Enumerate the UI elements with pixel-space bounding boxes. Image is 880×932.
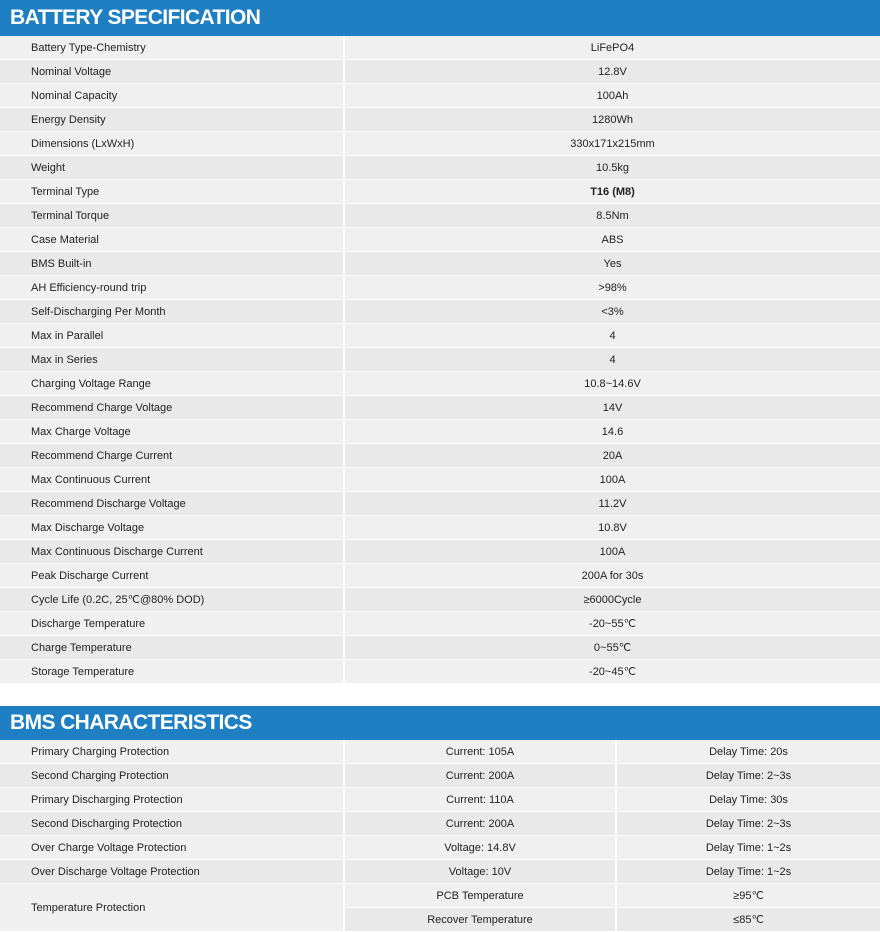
spec-label-terminal-type: Terminal Type — [0, 180, 345, 204]
bms-label-second-charging: Second Charging Protection — [0, 764, 345, 788]
spec-value-recommend-discharge-voltage: 11.2V — [345, 492, 880, 516]
table-row — [0, 860, 880, 884]
table-row — [0, 492, 880, 516]
bms-delay-primary-charging: Delay Time: 20s — [617, 740, 880, 764]
table-row — [0, 300, 880, 324]
bms-pcb-temperature-label: PCB Temperature — [345, 884, 617, 908]
spec-label-discharge-temperature: Discharge Temperature — [0, 612, 345, 636]
table-row — [0, 764, 880, 788]
spec-value-ah-efficiency: >98% — [345, 276, 880, 300]
bms-value-over-discharge-voltage: Voltage: 10V — [345, 860, 617, 884]
bms-label-primary-discharging: Primary Discharging Protection — [0, 788, 345, 812]
table-row — [0, 564, 880, 588]
table-row — [0, 636, 880, 660]
battery-specification-header — [0, 0, 880, 36]
table-row — [0, 812, 880, 836]
section-gap — [0, 684, 880, 706]
spec-value-peak-discharge-current: 200A for 30s — [345, 564, 880, 588]
bms-delay-second-charging: Delay Time: 2~3s — [617, 764, 880, 788]
spec-label-max-charge-voltage: Max Charge Voltage — [0, 420, 345, 444]
spec-value-terminal-type: T16 (M8) — [345, 180, 880, 204]
table-row — [0, 348, 880, 372]
spec-label-max-in-parallel: Max in Parallel — [0, 324, 345, 348]
spec-value-max-continuous-discharge-current: 100A — [345, 540, 880, 564]
spec-label-terminal-torque: Terminal Torque — [0, 204, 345, 228]
table-row — [0, 612, 880, 636]
spec-label-charge-temperature: Charge Temperature — [0, 636, 345, 660]
spec-label-max-continuous-current: Max Continuous Current — [0, 468, 345, 492]
table-row — [0, 132, 880, 156]
spec-label-recommend-charge-current: Recommend Charge Current — [0, 444, 345, 468]
bms-delay-second-discharging: Delay Time: 2~3s — [617, 812, 880, 836]
spec-value-max-continuous-current: 100A — [345, 468, 880, 492]
table-row — [0, 156, 880, 180]
bms-value-over-charge-voltage: Voltage: 14.8V — [345, 836, 617, 860]
spec-value-weight: 10.5kg — [345, 156, 880, 180]
spec-label-case-material: Case Material — [0, 228, 345, 252]
spec-value-storage-temperature: -20~45℃ — [345, 660, 880, 684]
spec-value-discharge-temperature: -20~55℃ — [345, 612, 880, 636]
spec-label-dimensions: Dimensions (LxWxH) — [0, 132, 345, 156]
bms-delay-over-charge-voltage: Delay Time: 1~2s — [617, 836, 880, 860]
table-row — [0, 396, 880, 420]
spec-label-battery-type: Battery Type-Chemistry — [0, 36, 345, 60]
spec-value-charge-temperature: 0~55℃ — [345, 636, 880, 660]
spec-value-case-material: ABS — [345, 228, 880, 252]
spec-label-energy-density: Energy Density — [0, 108, 345, 132]
spec-value-max-discharge-voltage: 10.8V — [345, 516, 880, 540]
table-row — [0, 516, 880, 540]
spec-label-max-discharge-voltage: Max Discharge Voltage — [0, 516, 345, 540]
spec-label-recommend-discharge-voltage: Recommend Discharge Voltage — [0, 492, 345, 516]
spec-label-bms-built-in: BMS Built-in — [0, 252, 345, 276]
bms-label-second-discharging: Second Discharging Protection — [0, 812, 345, 836]
bms-delay-over-discharge-voltage: Delay Time: 1~2s — [617, 860, 880, 884]
spec-label-cycle-life: Cycle Life (0.2C, 25℃@80% DOD) — [0, 588, 345, 612]
bms-label-temperature-protection: Temperature Protection — [0, 884, 345, 932]
spec-value-max-in-parallel: 4 — [345, 324, 880, 348]
spec-label-weight: Weight — [0, 156, 345, 180]
spec-value-terminal-torque: 8.5Nm — [345, 204, 880, 228]
bms-value-second-charging: Current: 200A — [345, 764, 617, 788]
spec-value-recommend-charge-voltage: 14V — [345, 396, 880, 420]
bms-value-primary-discharging: Current: 110A — [345, 788, 617, 812]
table-row — [0, 108, 880, 132]
spec-label-storage-temperature: Storage Temperature — [0, 660, 345, 684]
spec-value-self-discharging: <3% — [345, 300, 880, 324]
bms-label-over-charge-voltage: Over Charge Voltage Protection — [0, 836, 345, 860]
table-row — [0, 540, 880, 564]
table-row — [0, 788, 880, 812]
table-row — [0, 36, 880, 60]
spec-value-dimensions: 330x171x215mm — [345, 132, 880, 156]
table-row — [0, 60, 880, 84]
table-row — [0, 324, 880, 348]
bms-characteristics-title: BMS CHARACTERISTICS — [10, 711, 252, 734]
spec-label-nominal-voltage: Nominal Voltage — [0, 60, 345, 84]
spec-value-max-in-series: 4 — [345, 348, 880, 372]
table-row — [0, 420, 880, 444]
table-row — [0, 588, 880, 612]
table-row — [0, 836, 880, 860]
spec-value-max-charge-voltage: 14.6 — [345, 420, 880, 444]
table-row — [0, 228, 880, 252]
spec-label-peak-discharge-current: Peak Discharge Current — [0, 564, 345, 588]
bms-value-primary-charging: Current: 105A — [345, 740, 617, 764]
table-row — [0, 444, 880, 468]
spec-label-max-in-series: Max in Series — [0, 348, 345, 372]
battery-specification-title: BATTERY SPECIFICATION — [10, 6, 261, 29]
spec-value-recommend-charge-current: 20A — [345, 444, 880, 468]
table-row — [0, 372, 880, 396]
table-row — [0, 740, 880, 764]
spec-value-battery-type: LiFePO4 — [345, 36, 880, 60]
spec-value-cycle-life: ≥6000Cycle — [345, 588, 880, 612]
battery-specification-table — [0, 36, 880, 684]
table-row — [0, 884, 880, 908]
bms-delay-primary-discharging: Delay Time: 30s — [617, 788, 880, 812]
spec-label-charging-voltage-range: Charging Voltage Range — [0, 372, 345, 396]
spec-label-ah-efficiency: AH Efficiency-round trip — [0, 276, 345, 300]
spec-value-charging-voltage-range: 10.8~14.6V — [345, 372, 880, 396]
bms-value-second-discharging: Current: 200A — [345, 812, 617, 836]
bms-characteristics-table — [0, 740, 880, 932]
spec-label-max-continuous-discharge-current: Max Continuous Discharge Current — [0, 540, 345, 564]
table-row — [0, 252, 880, 276]
bms-label-primary-charging: Primary Charging Protection — [0, 740, 345, 764]
table-row — [0, 468, 880, 492]
table-row — [0, 276, 880, 300]
bms-recover-temperature-label: Recover Temperature — [345, 908, 617, 932]
spec-value-nominal-voltage: 12.8V — [345, 60, 880, 84]
table-row — [0, 660, 880, 684]
spec-label-self-discharging: Self-Discharging Per Month — [0, 300, 345, 324]
table-row — [0, 204, 880, 228]
bms-pcb-temperature-value: ≥95℃ — [617, 884, 880, 908]
table-row — [0, 180, 880, 204]
bms-label-over-discharge-voltage: Over Discharge Voltage Protection — [0, 860, 345, 884]
spec-value-bms-built-in: Yes — [345, 252, 880, 276]
bms-characteristics-header — [0, 706, 880, 740]
bms-recover-temperature-value: ≤85℃ — [617, 908, 880, 932]
spec-label-recommend-charge-voltage: Recommend Charge Voltage — [0, 396, 345, 420]
spec-value-energy-density: 1280Wh — [345, 108, 880, 132]
table-row — [0, 84, 880, 108]
spec-label-nominal-capacity: Nominal Capacity — [0, 84, 345, 108]
spec-value-nominal-capacity: 100Ah — [345, 84, 880, 108]
